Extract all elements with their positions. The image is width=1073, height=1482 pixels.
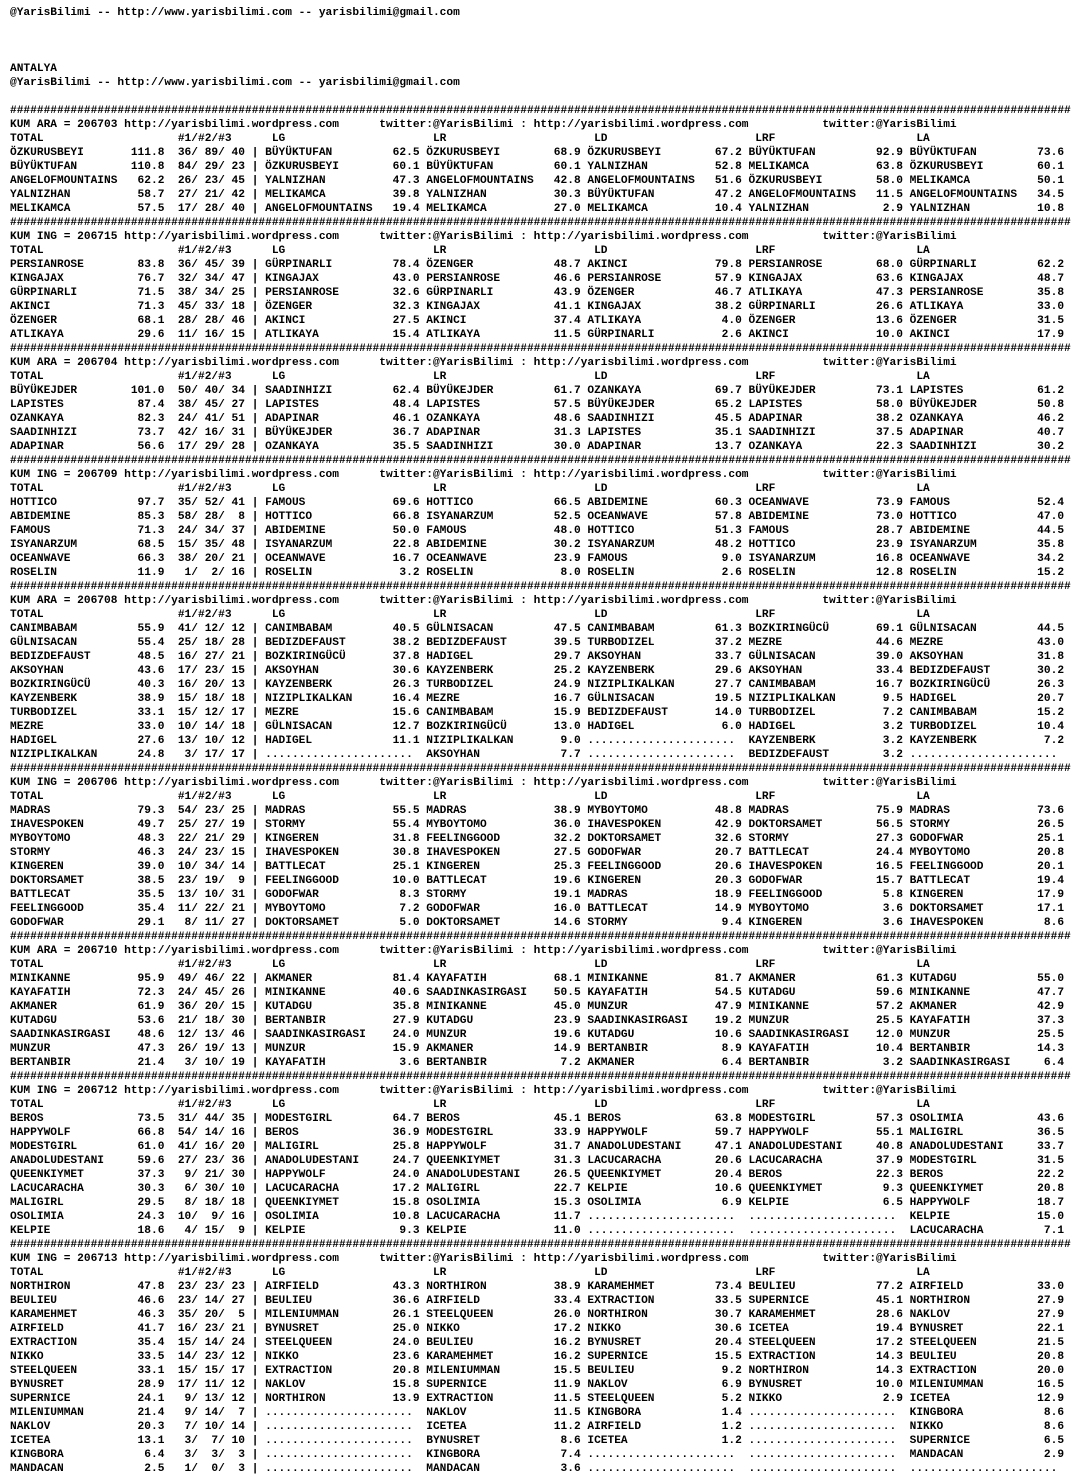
column-header-row: TOTAL #1/#2/#3 LG LR LD LRF LA [10,483,930,495]
table-row: NORTHIRON 47.8 23/ 23/ 23 | AIRFIELD 43.3 NORTHIRON 38.9 KARAMEHMET 73.4 BEULIEU 77.2 AIRFIELD 33.0 [10,1281,1071,1293]
blank-line [10,48,1073,62]
table-row: GÜLNISACAN 55.4 25/ 18/ 28 | BEDIZDEFAUST 38.2 BEDIZDEFAUST 39.5 TURBODIZEL 37.2 MEZRE 44.6 MEZRE 43.0 [10,637,1071,649]
table-row: MANDACAN 2.5 1/ 0/ 3 | ...................... MANDACAN 3.6 ...................... ...................... ...................... [10,1463,1071,1475]
city-heading: ANTALYA [10,63,57,75]
table-row: MALIGIRL 29.5 8/ 18/ 18 | QUEENKIYMET 15.8 OSOLIMIA 15.3 OSOLIMIA 6.9 KELPIE 6.5 HAPPYWOLF 18.7 [10,1197,1071,1209]
table-row: LAPISTES 87.4 38/ 45/ 27 | LAPISTES 48.4 LAPISTES 57.5 BÜYÜKEJDER 65.2 LAPISTES 58.0 BÜYÜKEJDER 50.8 [10,399,1071,411]
race-title: KUM ING = 206706 http://yarisbilimi.wordpress.com twitter:@YarisBilimi : http://yarisbilimi.wordpress.com twitter:@YarisBilimi [10,777,957,789]
column-header-row: TOTAL #1/#2/#3 LG LR LD LRF LA [10,245,930,257]
table-row: MELIKAMCA 57.5 17/ 28/ 40 | ANGELOFMOUNTAINS 19.4 MELIKAMCA 27.0 MELIKAMCA 10.4 YALNIZHAN 2.9 YALNIZHAN 10.8 [10,203,1071,215]
table-row: MEZRE 33.0 10/ 14/ 18 | GÜLNISACAN 12.7 BOZKIRINGÜCÜ 13.0 HADIGEL 6.0 HADIGEL 3.2 TURBODIZEL 10.4 [10,721,1071,733]
table-row: OZANKAYA 82.3 24/ 41/ 51 | ADAPINAR 46.1 OZANKAYA 48.6 SAADINHIZI 45.5 ADAPINAR 38.2 OZANKAYA 46.2 [10,413,1071,425]
section-separator: ############################################################################################################################################################## [10,455,1071,467]
section-separator: ############################################################################################################################################################## [10,217,1071,229]
table-row: ANGELOFMOUNTAINS 62.2 26/ 23/ 45 | YALNIZHAN 47.3 ANGELOFMOUNTAINS 42.8 ANGELOFMOUNTAINS 51.6 ÖZKURUSBEYI 58.0 MELIKAMCA 50.1 [10,175,1071,187]
column-header-row: TOTAL #1/#2/#3 LG LR LD LRF LA [10,959,930,971]
race-title: KUM ING = 206712 http://yarisbilimi.wordpress.com twitter:@YarisBilimi : http://yarisbilimi.wordpress.com twitter:@YarisBilimi [10,1085,957,1097]
table-row: EXTRACTION 35.4 15/ 14/ 24 | STEELQUEEN 24.0 BEULIEU 16.2 BYNUSRET 20.4 STEELQUEEN 17.2 STEELQUEEN 21.5 [10,1337,1071,1349]
race-title: KUM ING = 206713 http://yarisbilimi.wordpress.com twitter:@YarisBilimi : http://yarisbilimi.wordpress.com twitter:@YarisBilimi [10,1253,957,1265]
blank-line [10,34,1073,48]
table-row: SUPERNICE 24.1 9/ 13/ 12 | NORTHIRON 13.9 EXTRACTION 11.5 STEELQUEEN 5.2 NIKKO 2.9 ICETEA 12.9 [10,1393,1071,1405]
race-section [10,1070,1073,1238]
masthead-line-2: @YarisBilimi -- http://www.yarisbilimi.com -- yarisbilimi@gmail.com [10,77,460,89]
table-row: MILENIUMMAN 21.4 9/ 14/ 7 | ...................... NAKLOV 11.5 KINGBORA 1.4 ...................... KINGBORA 8.6 [10,1407,1071,1419]
table-row: ANADOLUDESTANI 59.6 27/ 23/ 36 | ANADOLUDESTANI 24.7 QUEENKIYMET 31.3 LACUCARACHA 20.6 LACUCARACHA 37.9 MODESTGIRL 31.5 [10,1155,1071,1167]
race-section [10,762,1073,930]
table-row: KARAMEHMET 46.3 35/ 20/ 5 | MILENIUMMAN 26.1 STEELQUEEN 26.0 NORTHIRON 30.7 KARAMEHMET 28.6 NAKLOV 27.9 [10,1309,1071,1321]
table-row: ATLIKAYA 29.6 11/ 16/ 15 | ATLIKAYA 15.4 ATLIKAYA 11.5 GÜRPINARLI 2.6 AKINCI 10.0 AKINCI 17.9 [10,329,1071,341]
race-section [10,342,1073,454]
table-row: MODESTGIRL 61.0 41/ 16/ 20 | MALIGIRL 25.8 HAPPYWOLF 31.7 ANADOLUDESTANI 47.1 ANADOLUDESTANI 40.8 ANADOLUDESTANI 33.7 [10,1141,1071,1153]
table-row: HOTTICO 97.7 35/ 52/ 41 | FAMOUS 69.6 HOTTICO 66.5 ABIDEMINE 60.3 OCEANWAVE 73.9 FAMOUS 52.4 [10,497,1071,509]
column-header-row: TOTAL #1/#2/#3 LG LR LD LRF LA [10,371,930,383]
table-row: FEELINGGOOD 35.4 11/ 22/ 21 | MYBOYTOMO 7.2 GODOFWAR 16.0 BATTLECAT 14.9 MYBOYTOMO 3.6 DOKTORSAMET 17.1 [10,903,1071,915]
table-row: GODOFWAR 29.1 8/ 11/ 27 | DOKTORSAMET 5.0 DOKTORSAMET 14.6 STORMY 9.4 KINGEREN 3.6 IHAVESPOKEN 8.6 [10,917,1071,929]
table-row: KINGEREN 39.0 10/ 34/ 14 | BATTLECAT 25.1 KINGEREN 25.3 FEELINGGOOD 20.6 IHAVESPOKEN 16.5 FEELINGGOOD 20.1 [10,861,1071,873]
table-row: KAYAFATIH 72.3 24/ 45/ 26 | MINIKANNE 40.6 SAADINKASIRGASI 50.5 KAYAFATIH 54.5 KUTADGU 59.6 MINIKANNE 47.7 [10,987,1071,999]
table-row: CANIMBABAM 55.9 41/ 12/ 12 | CANIMBABAM 40.5 GÜLNISACAN 47.5 CANIMBABAM 61.3 BOZKIRINGÜCÜ 69.1 GÜLNISACAN 44.5 [10,623,1071,635]
table-row: DOKTORSAMET 38.5 23/ 19/ 9 | FEELINGGOOD 10.0 BATTLECAT 19.6 KINGEREN 20.3 GODOFWAR 15.7 BATTLECAT 19.4 [10,875,1071,887]
section-separator: ############################################################################################################################################################## [10,1239,1071,1251]
table-row: MINIKANNE 95.9 49/ 46/ 22 | AKMANER 81.4 KAYAFATIH 68.1 MINIKANNE 81.7 AKMANER 61.3 KUTADGU 55.0 [10,973,1071,985]
table-row: MADRAS 79.3 54/ 23/ 25 | MADRAS 55.5 MADRAS 38.9 MYBOYTOMO 48.8 MADRAS 75.9 MADRAS 73.6 [10,805,1071,817]
table-row: KAYZENBERK 38.9 15/ 18/ 18 | NIZIPLIKALKAN 16.4 MEZRE 16.7 GÜLNISACAN 19.5 NIZIPLIKALKAN 9.5 HADIGEL 20.7 [10,693,1071,705]
table-row: GÜRPINARLI 71.5 38/ 34/ 25 | PERSIANROSE 32.6 GÜRPINARLI 43.9 ÖZENGER 46.7 ATLIKAYA 47.3 PERSIANROSE 35.8 [10,287,1071,299]
table-row: HAPPYWOLF 66.8 54/ 14/ 16 | BEROS 36.9 MODESTGIRL 33.9 HAPPYWOLF 59.7 HAPPYWOLF 55.1 MALIGIRL 36.5 [10,1127,1071,1139]
section-separator: ############################################################################################################################################################## [10,763,1071,775]
table-row: SAADINHIZI 73.7 42/ 16/ 31 | BÜYÜKEJDER 36.7 ADAPINAR 31.3 LAPISTES 35.1 SAADINHIZI 37.5 ADAPINAR 40.7 [10,427,1071,439]
table-row: NIKKO 33.5 14/ 23/ 12 | NIKKO 23.6 KARAMEHMET 16.2 SUPERNICE 15.5 EXTRACTION 14.3 BEULIEU 20.8 [10,1351,1071,1363]
race-section [10,104,1073,216]
table-row: AKINCI 71.3 45/ 33/ 18 | ÖZENGER 32.3 KINGAJAX 41.1 KINGAJAX 38.2 GÜRPINARLI 26.6 ATLIKAYA 33.0 [10,301,1071,313]
table-row: BEROS 73.5 31/ 44/ 35 | MODESTGIRL 64.7 BEROS 45.1 BEROS 63.8 MODESTGIRL 57.3 OSOLIMIA 43.6 [10,1113,1071,1125]
table-row: QUEENKIYMET 37.3 9/ 21/ 30 | HAPPYWOLF 24.0 ANADOLUDESTANI 26.5 QUEENKIYMET 20.4 BEROS 22.3 BEROS 22.2 [10,1169,1071,1181]
section-separator: ############################################################################################################################################################## [10,343,1071,355]
column-header-row: TOTAL #1/#2/#3 LG LR LD LRF LA [10,791,930,803]
table-row: HADIGEL 27.6 13/ 10/ 12 | HADIGEL 11.1 NIZIPLIKALKAN 9.0 ...................... KAYZENBERK 3.2 KAYZENBERK 7.2 [10,735,1071,747]
table-row: BERTANBIR 21.4 3/ 10/ 19 | KAYAFATIH 3.6 BERTANBIR 7.2 AKMANER 6.4 BERTANBIR 3.2 SAADINKASIRGASI 6.4 [10,1057,1071,1069]
table-row: MUNZUR 47.3 26/ 19/ 13 | MUNZUR 15.9 AKMANER 14.9 BERTANBIR 8.9 KAYAFATIH 10.4 BERTANBIR 14.3 [10,1043,1071,1055]
race-section [10,930,1073,1070]
race-title: KUM ARA = 206708 http://yarisbilimi.wordpress.com twitter:@YarisBilimi : http://yarisbilimi.wordpress.com twitter:@YarisBilimi [10,595,957,607]
table-row: BYNUSRET 28.9 17/ 11/ 12 | NAKLOV 15.8 SUPERNICE 11.9 NAKLOV 6.9 BYNUSRET 10.0 MILENIUMMAN 16.5 [10,1379,1071,1391]
table-row: ÖZKURUSBEYI 111.8 36/ 89/ 40 | BÜYÜKTUFAN 62.5 ÖZKURUSBEYI 68.9 ÖZKURUSBEYI 67.2 BÜYÜKTUFAN 92.9 BÜYÜKTUFAN 73.6 [10,147,1071,159]
table-row: BEDIZDEFAUST 48.5 16/ 27/ 21 | BOZKIRINGÜCÜ 37.8 HADIGEL 29.7 AKSOYHAN 33.7 GÜLNISACAN 39.0 AKSOYHAN 31.8 [10,651,1071,663]
table-row: STORMY 46.3 24/ 23/ 15 | IHAVESPOKEN 30.8 IHAVESPOKEN 27.5 GODOFWAR 20.7 BATTLECAT 24.4 MYBOYTOMO 20.8 [10,847,1071,859]
race-sections [10,104,1073,1476]
table-row: NAKLOV 20.3 7/ 10/ 14 | ...................... ICETEA 11.2 AIRFIELD 1.2 ...................... NIKKO 8.6 [10,1421,1071,1433]
table-row: AKSOYHAN 43.6 17/ 23/ 15 | AKSOYHAN 30.6 KAYZENBERK 25.2 KAYZENBERK 29.6 AKSOYHAN 33.4 BEDIZDEFAUST 30.2 [10,665,1071,677]
column-header-row: TOTAL #1/#2/#3 LG LR LD LRF LA [10,133,930,145]
race-title: KUM ING = 206709 http://yarisbilimi.wordpress.com twitter:@YarisBilimi : http://yarisbilimi.wordpress.com twitter:@YarisBilimi [10,469,957,481]
blank-line [10,90,1073,104]
table-row: ADAPINAR 56.6 17/ 29/ 28 | OZANKAYA 35.5 SAADINHIZI 30.0 ADAPINAR 13.7 OZANKAYA 22.3 SAADINHIZI 30.2 [10,441,1071,453]
race-section [10,1238,1073,1476]
table-row: OCEANWAVE 66.3 38/ 20/ 21 | OCEANWAVE 16.7 OCEANWAVE 23.9 FAMOUS 9.0 ISYANARZUM 16.8 OCEANWAVE 34.2 [10,553,1071,565]
table-row: KINGAJAX 76.7 32/ 34/ 47 | KINGAJAX 43.0 PERSIANROSE 46.6 PERSIANROSE 57.9 KINGAJAX 63.6 KINGAJAX 48.7 [10,273,1071,285]
table-row: ABIDEMINE 85.3 58/ 28/ 8 | HOTTICO 66.8 ISYANARZUM 52.5 OCEANWAVE 57.8 ABIDEMINE 73.0 HOTTICO 47.0 [10,511,1071,523]
race-section [10,216,1073,342]
table-row: IHAVESPOKEN 49.7 25/ 27/ 19 | STORMY 55.4 MYBOYTOMO 36.0 IHAVESPOKEN 42.9 DOKTORSAMET 56.5 STORMY 26.5 [10,819,1071,831]
table-row: KINGBORA 6.4 3/ 3/ 3 | ...................... KINGBORA 7.4 ...................... ...................... MANDACAN 2.9 [10,1449,1071,1461]
table-row: BÜYÜKEJDER 101.0 50/ 40/ 34 | SAADINHIZI 62.4 BÜYÜKEJDER 61.7 OZANKAYA 69.7 BÜYÜKEJDER 73.1 LAPISTES 61.2 [10,385,1071,397]
column-header-row: TOTAL #1/#2/#3 LG LR LD LRF LA [10,1267,930,1279]
race-section [10,454,1073,580]
table-row: YALNIZHAN 58.7 27/ 21/ 42 | MELIKAMCA 39.8 YALNIZHAN 30.3 BÜYÜKTUFAN 47.2 ANGELOFMOUNTAINS 11.5 ANGELOFMOUNTAINS 34.5 [10,189,1071,201]
table-row: MYBOYTOMO 48.3 22/ 21/ 29 | KINGEREN 31.8 FEELINGGOOD 32.2 DOKTORSAMET 32.6 STORMY 27.3 GODOFWAR 25.1 [10,833,1071,845]
race-title: KUM ARA = 206703 http://yarisbilimi.wordpress.com twitter:@YarisBilimi : http://yarisbilimi.wordpress.com twitter:@YarisBilimi [10,119,957,131]
table-row: OSOLIMIA 24.3 10/ 9/ 16 | OSOLIMIA 10.8 LACUCARACHA 11.7 ...................... ...................... KELPIE 15.0 [10,1211,1071,1223]
table-row: LACUCARACHA 30.3 6/ 30/ 10 | LACUCARACHA 17.2 MALIGIRL 22.7 KELPIE 10.6 QUEENKIYMET 9.3 QUEENKIYMET 20.8 [10,1183,1071,1195]
table-row: TURBODIZEL 33.1 15/ 12/ 17 | MEZRE 15.6 CANIMBABAM 15.9 BEDIZDEFAUST 14.0 TURBODIZEL 7.2 CANIMBABAM 15.2 [10,707,1071,719]
race-title: KUM ARA = 206710 http://yarisbilimi.wordpress.com twitter:@YarisBilimi : http://yarisbilimi.wordpress.com twitter:@YarisBilimi [10,945,957,957]
table-row: BÜYÜKTUFAN 110.8 84/ 29/ 23 | ÖZKURUSBEYI 60.1 BÜYÜKTUFAN 60.1 YALNIZHAN 52.8 MELIKAMCA 63.8 ÖZKURUSBEYI 60.1 [10,161,1071,173]
section-separator: ############################################################################################################################################################## [10,1071,1071,1083]
race-section [10,580,1073,762]
blank-line [10,20,1073,34]
section-separator: ############################################################################################################################################################## [10,105,1071,117]
table-row: ÖZENGER 68.1 28/ 28/ 46 | AKINCI 27.5 AKINCI 37.4 ATLIKAYA 4.0 ÖZENGER 13.6 ÖZENGER 31.5 [10,315,1071,327]
table-row: BATTLECAT 35.5 13/ 10/ 31 | GODOFWAR 8.3 STORMY 19.1 MADRAS 18.9 FEELINGGOOD 5.8 KINGEREN 17.9 [10,889,1071,901]
table-row: STEELQUEEN 33.1 15/ 15/ 17 | EXTRACTION 20.8 MILENIUMMAN 15.5 BEULIEU 9.2 NORTHIRON 14.3 EXTRACTION 20.0 [10,1365,1071,1377]
column-header-row: TOTAL #1/#2/#3 LG LR LD LRF LA [10,1099,930,1111]
section-separator: ############################################################################################################################################################## [10,931,1071,943]
table-row: BEULIEU 46.6 23/ 14/ 27 | BEULIEU 36.6 AIRFIELD 33.4 EXTRACTION 33.5 SUPERNICE 45.1 NORTHIRON 27.9 [10,1295,1071,1307]
table-row: KUTADGU 53.6 21/ 18/ 30 | BERTANBIR 27.9 KUTADGU 23.9 SAADINKASIRGASI 19.2 MUNZUR 25.5 KAYAFATIH 37.3 [10,1015,1071,1027]
column-header-row: TOTAL #1/#2/#3 LG LR LD LRF LA [10,609,930,621]
table-row: SAADINKASIRGASI 48.6 12/ 13/ 46 | SAADINKASIRGASI 24.0 MUNZUR 19.6 KUTADGU 10.6 SAADINKASIRGASI 12.0 MUNZUR 25.5 [10,1029,1071,1041]
table-row: PERSIANROSE 83.8 36/ 45/ 39 | GÜRPINARLI 78.4 ÖZENGER 48.7 AKINCI 79.8 PERSIANROSE 68.0 GÜRPINARLI 62.2 [10,259,1071,271]
race-title: KUM ARA = 206704 http://yarisbilimi.wordpress.com twitter:@YarisBilimi : http://yarisbilimi.wordpress.com twitter:@YarisBilimi [10,357,957,369]
table-row: AKMANER 61.9 36/ 20/ 15 | KUTADGU 35.8 MINIKANNE 45.0 MUNZUR 47.9 MINIKANNE 57.2 AKMANER 42.9 [10,1001,1071,1013]
table-row: ICETEA 13.1 3/ 7/ 10 | ...................... BYNUSRET 8.6 ICETEA 1.2 ...................... SUPERNICE 6.5 [10,1435,1071,1447]
section-separator: ############################################################################################################################################################## [10,581,1071,593]
table-row: BOZKIRINGÜCÜ 40.3 16/ 20/ 13 | KAYZENBERK 26.3 TURBODIZEL 24.9 NIZIPLIKALKAN 27.7 CANIMBABAM 16.7 BOZKIRINGÜCÜ 26.3 [10,679,1071,691]
table-row: AIRFIELD 41.7 16/ 23/ 21 | BYNUSRET 25.0 NIKKO 17.2 NIKKO 30.6 ICETEA 19.4 BYNUSRET 22.1 [10,1323,1071,1335]
table-row: KELPIE 18.6 4/ 15/ 9 | KELPIE 9.3 KELPIE 11.0 ...................... ...................... LACUCARACHA 7.1 [10,1225,1071,1237]
table-row: ROSELIN 11.9 1/ 2/ 16 | ROSELIN 3.2 ROSELIN 8.0 ROSELIN 2.6 ROSELIN 12.8 ROSELIN 15.2 [10,567,1071,579]
table-row: NIZIPLIKALKAN 24.8 3/ 17/ 17 | ...................... AKSOYHAN 7.7 ...................... BEDIZDEFAUST 3.2 ...................... [10,749,1071,761]
table-row: ISYANARZUM 68.5 15/ 35/ 48 | ISYANARZUM 22.8 ABIDEMINE 30.2 ISYANARZUM 48.2 HOTTICO 23.9 ISYANARZUM 35.8 [10,539,1071,551]
table-row: FAMOUS 71.3 24/ 34/ 37 | ABIDEMINE 50.0 FAMOUS 48.0 HOTTICO 51.3 FAMOUS 28.7 ABIDEMINE 44.5 [10,525,1071,537]
masthead-line: @YarisBilimi -- http://www.yarisbilimi.com -- yarisbilimi@gmail.com [10,7,460,19]
race-title: KUM ING = 206715 http://yarisbilimi.wordpress.com twitter:@YarisBilimi : http://yarisbilimi.wordpress.com twitter:@YarisBilimi [10,231,957,243]
